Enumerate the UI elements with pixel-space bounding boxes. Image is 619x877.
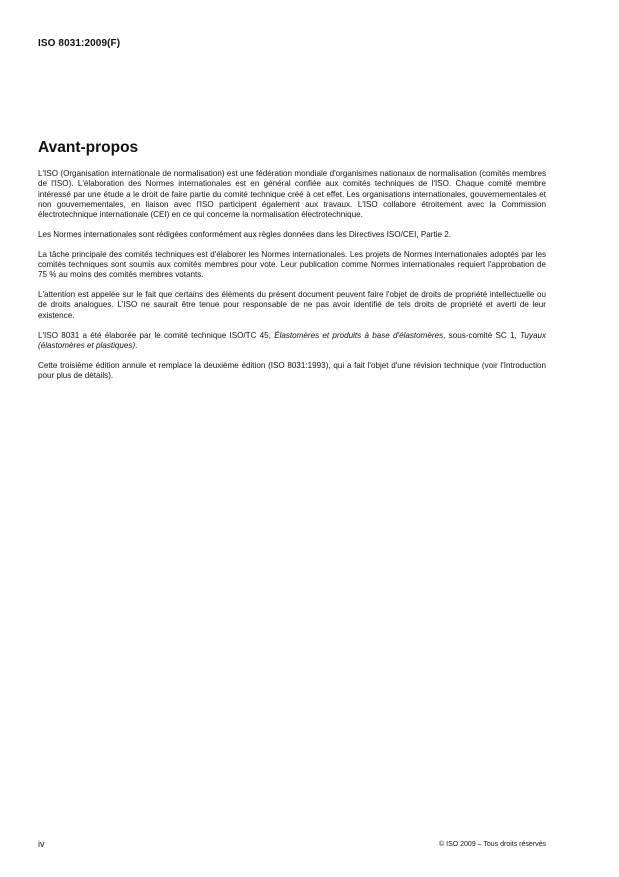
copyright-notice: © ISO 2009 – Tous droits réservés	[439, 841, 546, 848]
section-heading: Avant-propos	[38, 139, 139, 156]
subcommittee-title: Tuyaux (élastomères et plastiques)	[38, 330, 546, 350]
prepared-by-text-3: .	[135, 340, 138, 350]
paragraph-technical-committees: La tâche principale des comités techniques est d'élaborer les Normes internationales. Les projets de Normes internationales adoptés par les comités techniques sont soumis aux comités membres pour vote. Leur publication comme Normes internationales requiert l'approbation de 75 % au moins des comités membres votants.	[38, 249, 546, 280]
page-number: iv	[38, 839, 45, 849]
prepared-by-text-1: L'ISO 8031 a été élaborée par le comité technique ISO/TC 45,	[38, 330, 275, 340]
paragraph-iso-organisation: L'ISO (Organisation internationale de normalisation) est une fédération mondiale d'organismes nationaux de normalisation (comités membres de l'ISO). L'élaboration des Normes internationales est en général confiée aux comités techniques de l'ISO. Chaque comité membre intéressé par une étude a le droit de faire partie du comité technique créé à cet effet. Les organisations internationales, gouvernementales et non gouvernementales, en liaison avec l'ISO participent également aux travaux. L'ISO collabore étroitement avec la Commission électrotechnique internationale (CEI) en ce qui concerne la normalisation électrotechnique.	[38, 169, 546, 220]
foreword-body	[38, 169, 546, 391]
committee-title: Élastomères et produits à base d'élastomères	[274, 330, 444, 340]
prepared-by-text-2: , sous-comité SC 1,	[443, 330, 521, 340]
document-id: ISO 8031:2009(F)	[38, 38, 121, 49]
paragraph-patent-rights: L'attention est appelée sur le fait que certains des éléments du présent document peuvent faire l'objet de droits de propriété intellectuelle ou de droits analogues. L'ISO ne saurait être tenue pour responsable de ne pas avoir identifié de tels droits de propriété et averti de leur existence.	[38, 290, 546, 320]
paragraph-prepared-by	[38, 331, 546, 352]
paragraph-directives: Les Normes internationales sont rédigées conformément aux règles données dans les Directives ISO/CEI, Partie 2.	[38, 229, 451, 239]
paragraph-edition: Cette troisième édition annule et remplace la deuxième édition (ISO 8031:1993), qui a fait l'objet d'une révision technique (voir l'Introduction pour plus de détails).	[38, 360, 546, 380]
